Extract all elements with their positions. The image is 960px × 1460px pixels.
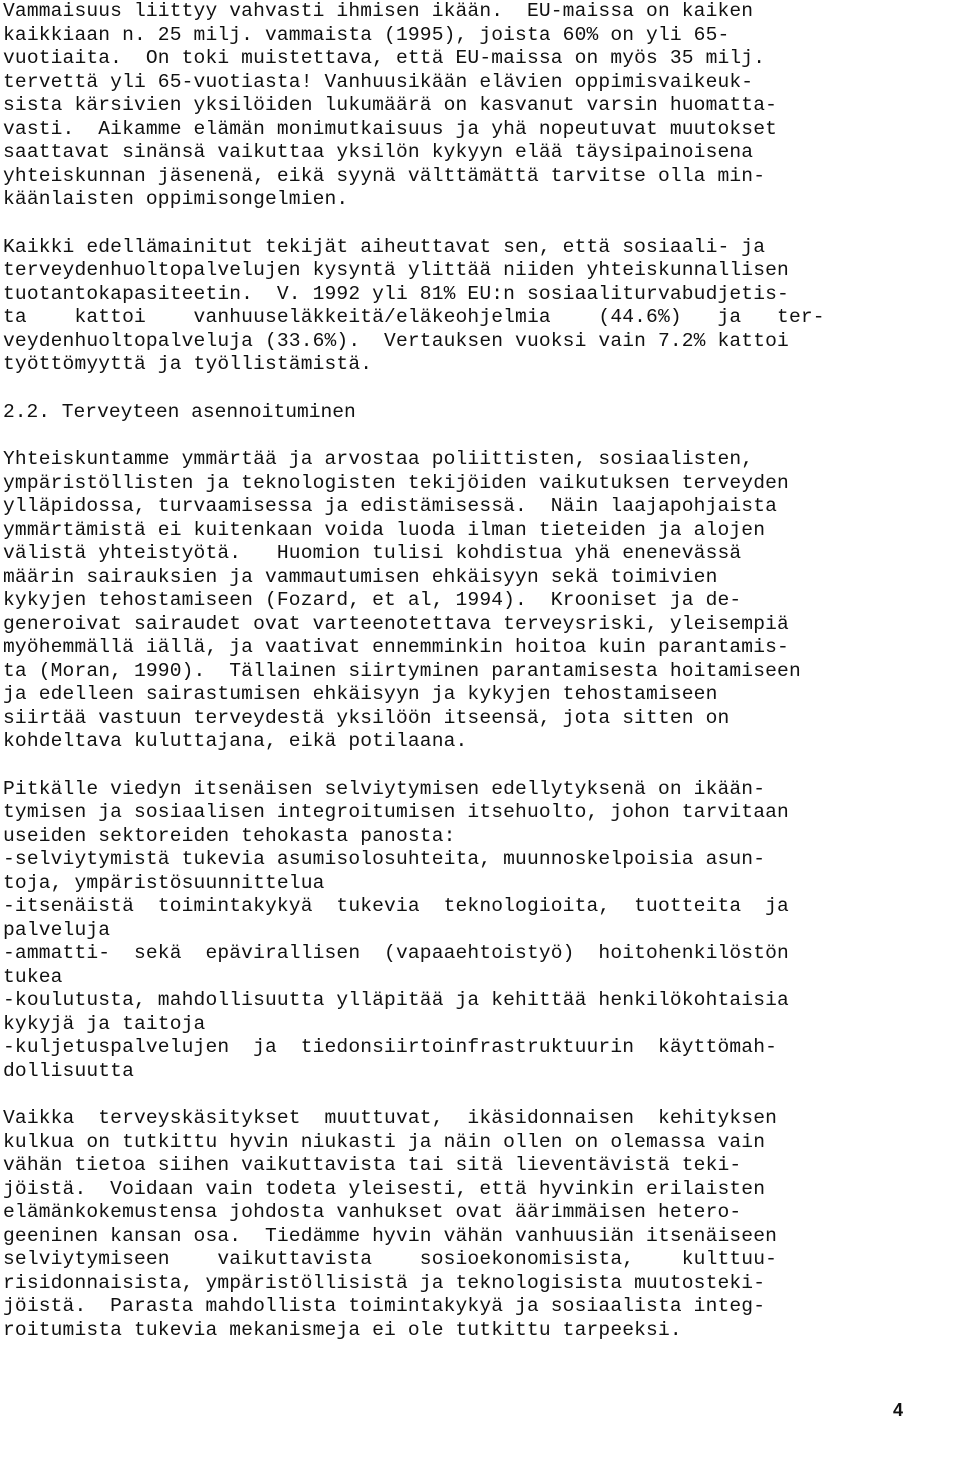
paragraph-disability-age: Vammaisuus liittyy vahvasti ihmisen ikään. EU-maissa on kaiken kaikkiaan n. 25 milj. vammaista (1995), joista 60% on yli 65- vuotiaita. On toki muistettava, että EU-maissa on myös 35 milj. tervettä yli 65-vuotiasta! Vanhuusikään elävien oppimisvaikeuk- sista kärsivien yksilöiden lukumäärä on kasvanut varsin huomatta- vasti. Aikamme elämän monimutkaisuus ja yhä nopeutuvat muutokset saattavat sinänsä vaikuttaa yksilön kykyyn elää täysipainoisena yhteiskunnan jäsenenä, eikä syynä välttämättä tarvitse olla min- käänlaisten oppimisongelmien. <box>3 0 778 210</box>
paragraph-research-gap: Vaikka terveyskäsitykset muuttuvat, ikäsidonnaisen kehityksen kulkua on tutkittu hyvin niukasti ja näin ollen on olemassa vain vähän tietoa siihen vaikuttavista tai sitä lieventävistä teki- jöistä. Voidaan vain todeta yleisesti, että hyvinkin erilaisten elämänkokemustensa johdosta vanhukset ovat äärimmäisen hetero- geeninen kansan osa. Tiedämme hyvin vähän vanhuusiän itsenäiseen selviytymiseen vaikuttavista sosioekonomisista, kulttuu- risidonnaisista, ympäristöllisistä ja teknologisista muutosteki- jöistä. Parasta mahdollista toimintakykyä ja sosiaalista integ- roitumista tukevia mekanismeja ei ole tutkittu tarpeeksi. <box>3 1107 778 1341</box>
document-page <box>3 0 943 1342</box>
paragraph-health-attitude: Yhteiskuntamme ymmärtää ja arvostaa poliittisten, sosiaalisten, ympäristöllisten ja teknologisten tekijöiden vaikutuksen terveyden ylläpidossa, turvaamisessa ja edistämisessä. Näin laajapohjaista ymmärtämistä ei kuitenkaan voida luoda ilman tieteiden ja alojen välistä yhteistyötä. Huomion tulisi kohdistua yhä enenevässä määrin sairauksien ja vammautumisen ehkäisyyn sekä toimivien kykyjen tehostamiseen (Fozard, et al, 1994). Krooniset ja de- generoivat sairaudet ovat varteenotettava terveysriski, yleisempiä myöhemmällä iällä, ja vaativat ennemminkin hoitoa kuin parantamis- ta (Moran, 1990). Tällainen siirtyminen parantamisesta hoitamiseen ja edelleen sairastumisen ehkäisyyn ja kykyjen tehostamiseen siirtää vastuun terveydestä yksilöön itseensä, jota sitten on kohdeltava kuluttajana, eikä potilaana. <box>3 448 801 752</box>
paragraph-service-demand: Kaikki edellämainitut tekijät aiheuttavat sen, että sosiaali- ja terveydenhuoltopalvelujen kysyntä ylittää niiden yhteiskunnallisen tuotantokapasiteetin. V. 1992 yli 81% EU:n sosiaaliturvabudjetis- ta kattoi vanhuuseläkkeitä/eläkeohjelmia (44.6%) ja ter- veydenhuoltopalveluja (33.6%). Vertauksen vuoksi vain 7.2% kattoi työttömyyttä ja työllistämistä. <box>3 235 825 375</box>
page-number: 4 <box>893 1400 904 1420</box>
section-heading: 2.2. Terveyteen asennoituminen <box>3 400 356 423</box>
paragraph-independent-coping: Pitkälle viedyn itsenäisen selviytymisen edellytyksenä on ikään- tymisen ja sosiaalisen integroitumisen itsehuolto, johon tarvitaan useiden sektoreiden tehokasta panosta: -selviytymistä tukevia asumisolosuhteita, muunnoskelpoisia asun- toja, ympäristösuunnittelua -itsenäistä toimintakykyä tukevia teknologioita, tuotteita ja palveluja -ammatti- sekä epävirallisen (vapaaehtoistyö) hoitohenkilöstön tukea -koulutusta, mahdollisuutta ylläpitää ja kehittää henkilökohtaisia kykyjä ja taitoja -kuljetuspalvelujen ja tiedonsiirtoinfrastruktuurin käyttömah- dollisuutta <box>3 777 789 1082</box>
